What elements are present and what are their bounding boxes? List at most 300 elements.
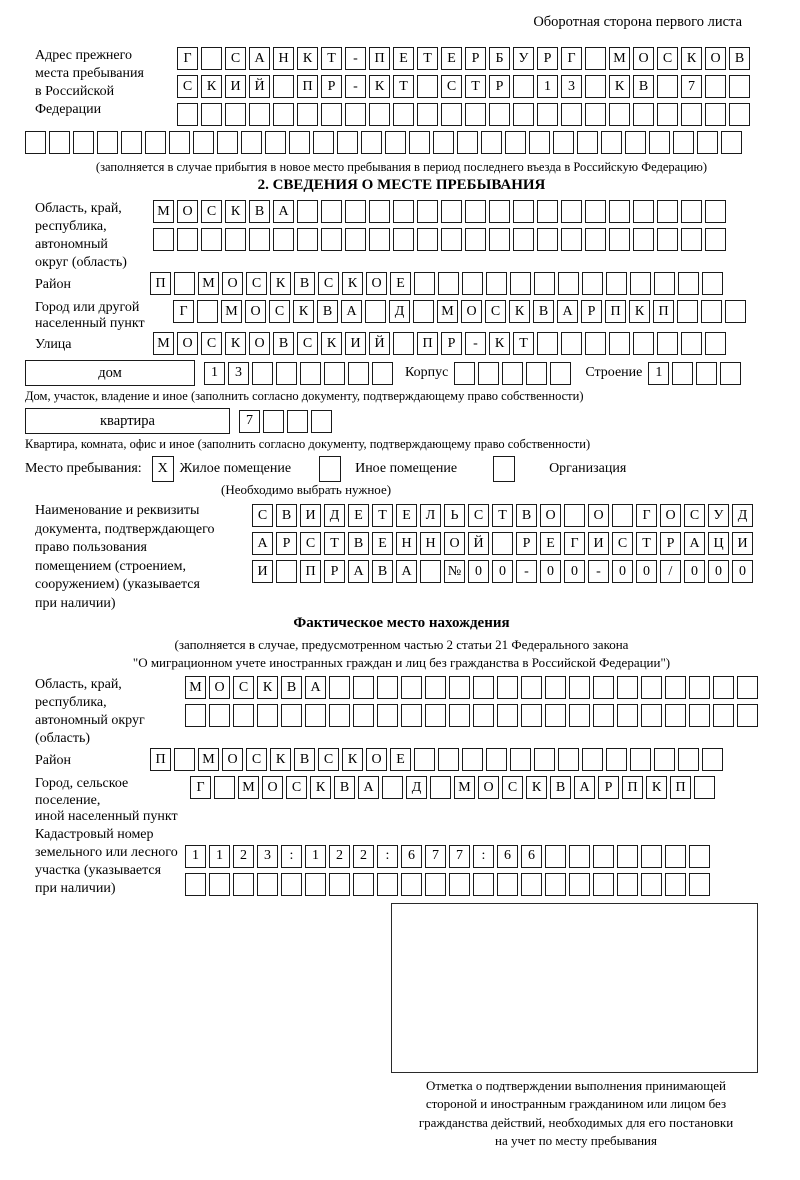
char-cell[interactable]: / (660, 560, 681, 583)
char-cell[interactable]: 0 (684, 560, 705, 583)
char-cell[interactable]: Н (396, 532, 417, 555)
char-cell[interactable]: П (369, 47, 390, 70)
char-cell[interactable] (486, 272, 507, 295)
char-cell[interactable] (521, 873, 542, 896)
char-cell[interactable]: Е (396, 504, 417, 527)
stroenie-row[interactable] (648, 362, 741, 385)
char-cell[interactable]: Р (465, 47, 486, 70)
char-cell[interactable] (174, 748, 195, 771)
char-cell[interactable] (438, 272, 459, 295)
char-cell[interactable] (665, 845, 686, 868)
char-cell[interactable]: О (540, 504, 561, 527)
char-cell[interactable] (569, 676, 590, 699)
char-cell[interactable] (510, 272, 531, 295)
apartment-type-box[interactable]: квартира (25, 408, 230, 434)
char-cell[interactable] (585, 228, 606, 251)
char-cell[interactable] (385, 131, 406, 154)
char-cell[interactable]: А (252, 532, 273, 555)
char-cell[interactable] (534, 272, 555, 295)
char-cell[interactable] (369, 103, 390, 126)
char-cell[interactable]: 3 (228, 362, 249, 385)
char-cell[interactable] (609, 200, 630, 223)
char-cell[interactable] (681, 200, 702, 223)
char-cell[interactable] (201, 47, 222, 70)
char-cell[interactable] (257, 873, 278, 896)
char-cell[interactable]: Д (324, 504, 345, 527)
char-cell[interactable] (425, 873, 446, 896)
char-cell[interactable] (145, 131, 166, 154)
char-cell[interactable] (561, 200, 582, 223)
char-cell[interactable]: М (185, 676, 206, 699)
char-cell[interactable] (481, 131, 502, 154)
char-cell[interactable] (630, 272, 651, 295)
char-cell[interactable] (510, 748, 531, 771)
char-cell[interactable]: К (526, 776, 547, 799)
char-cell[interactable] (169, 131, 190, 154)
char-cell[interactable]: О (245, 300, 266, 323)
char-cell[interactable] (252, 362, 273, 385)
char-cell[interactable]: 0 (468, 560, 489, 583)
char-cell[interactable] (657, 75, 678, 98)
char-cell[interactable] (441, 103, 462, 126)
char-cell[interactable]: В (550, 776, 571, 799)
char-cell[interactable]: К (310, 776, 331, 799)
char-cell[interactable] (263, 410, 284, 433)
char-cell[interactable] (705, 200, 726, 223)
char-cell[interactable]: С (485, 300, 506, 323)
char-cell[interactable] (377, 704, 398, 727)
char-cell[interactable] (617, 873, 638, 896)
char-cell[interactable]: К (646, 776, 667, 799)
char-cell[interactable]: Е (540, 532, 561, 555)
char-cell[interactable]: В (281, 676, 302, 699)
char-cell[interactable]: 6 (521, 845, 542, 868)
char-cell[interactable] (657, 332, 678, 355)
char-cell[interactable] (185, 704, 206, 727)
char-cell[interactable] (353, 873, 374, 896)
char-cell[interactable]: А (684, 532, 705, 555)
char-cell[interactable]: К (609, 75, 630, 98)
char-cell[interactable] (593, 873, 614, 896)
char-cell[interactable] (713, 676, 734, 699)
char-cell[interactable] (454, 362, 475, 385)
char-cell[interactable] (49, 131, 70, 154)
char-cell[interactable]: С (246, 748, 267, 771)
char-cell[interactable]: С (468, 504, 489, 527)
char-cell[interactable]: В (276, 504, 297, 527)
char-cell[interactable] (497, 704, 518, 727)
char-cell[interactable]: С (657, 47, 678, 70)
stay-type-checkbox-organization[interactable] (493, 456, 515, 482)
char-cell[interactable]: С (502, 776, 523, 799)
char-cell[interactable]: Т (417, 47, 438, 70)
char-cell[interactable] (609, 103, 630, 126)
char-cell[interactable] (569, 704, 590, 727)
prev-address-row-4[interactable] (25, 131, 778, 154)
prev-address-row-3[interactable] (177, 103, 750, 126)
char-cell[interactable]: Г (173, 300, 194, 323)
char-cell[interactable] (473, 704, 494, 727)
char-cell[interactable] (25, 131, 46, 154)
char-cell[interactable]: Й (249, 75, 270, 98)
char-cell[interactable]: : (473, 845, 494, 868)
char-cell[interactable]: 2 (353, 845, 374, 868)
char-cell[interactable] (689, 873, 710, 896)
char-cell[interactable] (465, 228, 486, 251)
char-cell[interactable]: К (225, 200, 246, 223)
char-cell[interactable]: В (317, 300, 338, 323)
char-cell[interactable]: Р (321, 75, 342, 98)
char-cell[interactable]: В (294, 272, 315, 295)
char-cell[interactable]: О (222, 748, 243, 771)
char-cell[interactable]: У (513, 47, 534, 70)
char-cell[interactable]: 2 (233, 845, 254, 868)
char-cell[interactable] (174, 272, 195, 295)
char-cell[interactable] (558, 748, 579, 771)
char-cell[interactable] (321, 200, 342, 223)
char-cell[interactable]: К (369, 75, 390, 98)
char-cell[interactable] (609, 332, 630, 355)
char-cell[interactable]: 1 (204, 362, 225, 385)
char-cell[interactable] (689, 676, 710, 699)
char-cell[interactable] (617, 704, 638, 727)
char-cell[interactable] (606, 272, 627, 295)
char-cell[interactable] (630, 748, 651, 771)
char-cell[interactable] (521, 704, 542, 727)
char-cell[interactable]: - (345, 47, 366, 70)
char-cell[interactable] (417, 75, 438, 98)
char-cell[interactable]: С (612, 532, 633, 555)
char-cell[interactable]: Р (660, 532, 681, 555)
char-cell[interactable]: Г (564, 532, 585, 555)
char-cell[interactable] (377, 676, 398, 699)
char-cell[interactable] (297, 103, 318, 126)
char-cell[interactable]: К (293, 300, 314, 323)
char-cell[interactable]: Е (441, 47, 462, 70)
char-cell[interactable] (585, 103, 606, 126)
char-cell[interactable] (564, 504, 585, 527)
char-cell[interactable] (705, 228, 726, 251)
char-cell[interactable] (353, 676, 374, 699)
char-cell[interactable]: : (281, 845, 302, 868)
house-type-box[interactable]: дом (25, 360, 195, 386)
char-cell[interactable]: М (221, 300, 242, 323)
char-cell[interactable] (321, 228, 342, 251)
char-cell[interactable]: Е (390, 748, 411, 771)
char-cell[interactable]: 0 (708, 560, 729, 583)
korpus-row[interactable] (454, 362, 571, 385)
char-cell[interactable] (177, 103, 198, 126)
char-cell[interactable]: В (633, 75, 654, 98)
char-cell[interactable]: И (225, 75, 246, 98)
char-cell[interactable]: О (249, 332, 270, 355)
char-cell[interactable] (593, 676, 614, 699)
char-cell[interactable] (697, 131, 718, 154)
char-cell[interactable] (449, 704, 470, 727)
char-cell[interactable] (665, 873, 686, 896)
char-cell[interactable] (273, 75, 294, 98)
char-cell[interactable]: К (342, 748, 363, 771)
char-cell[interactable] (537, 228, 558, 251)
house-number-row[interactable] (204, 362, 393, 385)
prev-address-row-1[interactable] (177, 47, 750, 70)
char-cell[interactable]: Т (492, 504, 513, 527)
char-cell[interactable]: И (345, 332, 366, 355)
char-cell[interactable]: Е (372, 532, 393, 555)
char-cell[interactable]: С (297, 332, 318, 355)
char-cell[interactable] (657, 103, 678, 126)
char-cell[interactable]: 0 (732, 560, 753, 583)
char-cell[interactable] (209, 704, 230, 727)
char-cell[interactable]: Т (465, 75, 486, 98)
char-cell[interactable]: 0 (564, 560, 585, 583)
char-cell[interactable]: № (444, 560, 465, 583)
char-cell[interactable] (705, 103, 726, 126)
char-cell[interactable] (289, 131, 310, 154)
char-cell[interactable]: Т (513, 332, 534, 355)
char-cell[interactable] (561, 332, 582, 355)
char-cell[interactable]: С (684, 504, 705, 527)
char-cell[interactable] (654, 748, 675, 771)
char-cell[interactable]: В (249, 200, 270, 223)
char-cell[interactable]: В (273, 332, 294, 355)
char-cell[interactable] (414, 272, 435, 295)
char-cell[interactable] (273, 103, 294, 126)
char-cell[interactable]: Р (276, 532, 297, 555)
char-cell[interactable]: : (377, 845, 398, 868)
char-cell[interactable]: О (209, 676, 230, 699)
char-cell[interactable]: Ь (444, 504, 465, 527)
char-cell[interactable]: 1 (648, 362, 669, 385)
char-cell[interactable]: П (605, 300, 626, 323)
char-cell[interactable]: К (270, 272, 291, 295)
char-cell[interactable] (633, 103, 654, 126)
char-cell[interactable] (617, 676, 638, 699)
char-cell[interactable]: П (670, 776, 691, 799)
char-cell[interactable] (582, 748, 603, 771)
char-cell[interactable]: 0 (540, 560, 561, 583)
char-cell[interactable] (478, 362, 499, 385)
char-cell[interactable] (249, 228, 270, 251)
char-cell[interactable]: О (660, 504, 681, 527)
char-cell[interactable] (281, 873, 302, 896)
char-cell[interactable]: П (417, 332, 438, 355)
char-cell[interactable]: А (557, 300, 578, 323)
char-cell[interactable] (297, 228, 318, 251)
char-cell[interactable] (657, 200, 678, 223)
char-cell[interactable]: М (437, 300, 458, 323)
char-cell[interactable]: К (681, 47, 702, 70)
char-cell[interactable] (737, 704, 758, 727)
char-cell[interactable]: П (653, 300, 674, 323)
char-cell[interactable] (225, 103, 246, 126)
char-cell[interactable]: О (633, 47, 654, 70)
char-cell[interactable]: О (705, 47, 726, 70)
char-cell[interactable] (305, 873, 326, 896)
char-cell[interactable]: А (341, 300, 362, 323)
char-cell[interactable] (97, 131, 118, 154)
char-cell[interactable]: Й (468, 532, 489, 555)
char-cell[interactable]: С (201, 200, 222, 223)
char-cell[interactable] (673, 131, 694, 154)
char-cell[interactable] (489, 200, 510, 223)
char-cell[interactable]: 7 (239, 410, 260, 433)
char-cell[interactable] (420, 560, 441, 583)
char-cell[interactable] (585, 75, 606, 98)
char-cell[interactable] (329, 873, 350, 896)
char-cell[interactable]: М (238, 776, 259, 799)
char-cell[interactable] (393, 200, 414, 223)
char-cell[interactable] (201, 228, 222, 251)
char-cell[interactable]: Г (190, 776, 211, 799)
char-cell[interactable]: А (396, 560, 417, 583)
char-cell[interactable]: М (153, 200, 174, 223)
char-cell[interactable] (185, 873, 206, 896)
char-cell[interactable]: А (273, 200, 294, 223)
char-cell[interactable]: Ц (708, 532, 729, 555)
char-cell[interactable] (465, 103, 486, 126)
char-cell[interactable]: Р (324, 560, 345, 583)
char-cell[interactable] (409, 131, 430, 154)
char-cell[interactable]: Р (598, 776, 619, 799)
char-cell[interactable]: С (233, 676, 254, 699)
cadastral-row-1[interactable] (185, 845, 710, 868)
char-cell[interactable] (417, 228, 438, 251)
char-cell[interactable] (553, 131, 574, 154)
char-cell[interactable]: 6 (497, 845, 518, 868)
char-cell[interactable]: П (150, 748, 171, 771)
prev-address-row-2[interactable] (177, 75, 750, 98)
char-cell[interactable]: О (177, 200, 198, 223)
char-cell[interactable]: У (708, 504, 729, 527)
char-cell[interactable]: О (478, 776, 499, 799)
char-cell[interactable] (233, 704, 254, 727)
char-cell[interactable]: 1 (537, 75, 558, 98)
char-cell[interactable] (593, 845, 614, 868)
char-cell[interactable]: 0 (492, 560, 513, 583)
char-cell[interactable]: Е (348, 504, 369, 527)
cadastral-row-2[interactable] (185, 873, 710, 896)
char-cell[interactable] (73, 131, 94, 154)
char-cell[interactable] (665, 704, 686, 727)
char-cell[interactable] (537, 332, 558, 355)
char-cell[interactable] (361, 131, 382, 154)
char-cell[interactable] (393, 228, 414, 251)
char-cell[interactable]: В (516, 504, 537, 527)
char-cell[interactable]: 1 (209, 845, 230, 868)
char-cell[interactable]: Г (561, 47, 582, 70)
char-cell[interactable] (513, 200, 534, 223)
char-cell[interactable] (529, 131, 550, 154)
char-cell[interactable]: П (150, 272, 171, 295)
char-cell[interactable]: О (588, 504, 609, 527)
char-cell[interactable] (225, 228, 246, 251)
char-cell[interactable]: 7 (681, 75, 702, 98)
char-cell[interactable]: Т (372, 504, 393, 527)
char-cell[interactable] (702, 748, 723, 771)
char-cell[interactable] (545, 845, 566, 868)
char-cell[interactable] (641, 845, 662, 868)
char-cell[interactable] (382, 776, 403, 799)
char-cell[interactable]: П (297, 75, 318, 98)
char-cell[interactable] (449, 676, 470, 699)
char-cell[interactable]: Т (321, 47, 342, 70)
char-cell[interactable] (217, 131, 238, 154)
char-cell[interactable]: Н (420, 532, 441, 555)
char-cell[interactable] (561, 103, 582, 126)
char-cell[interactable] (606, 748, 627, 771)
char-cell[interactable] (681, 228, 702, 251)
char-cell[interactable]: М (454, 776, 475, 799)
char-cell[interactable] (649, 131, 670, 154)
stay-type-checkbox-residential[interactable]: X (152, 456, 174, 482)
char-cell[interactable]: Д (389, 300, 410, 323)
street-row[interactable] (153, 332, 726, 355)
char-cell[interactable]: М (153, 332, 174, 355)
char-cell[interactable] (462, 272, 483, 295)
char-cell[interactable]: К (489, 332, 510, 355)
char-cell[interactable]: С (225, 47, 246, 70)
char-cell[interactable] (720, 362, 741, 385)
char-cell[interactable] (489, 103, 510, 126)
char-cell[interactable] (492, 532, 513, 555)
char-cell[interactable] (441, 200, 462, 223)
region-row-2[interactable] (153, 228, 726, 251)
char-cell[interactable]: В (348, 532, 369, 555)
char-cell[interactable]: - (345, 75, 366, 98)
char-cell[interactable] (305, 704, 326, 727)
char-cell[interactable]: К (270, 748, 291, 771)
char-cell[interactable] (696, 362, 717, 385)
char-cell[interactable]: В (294, 748, 315, 771)
char-cell[interactable] (473, 873, 494, 896)
char-cell[interactable]: Д (732, 504, 753, 527)
char-cell[interactable] (401, 873, 422, 896)
char-cell[interactable]: А (574, 776, 595, 799)
char-cell[interactable] (214, 776, 235, 799)
actual-district-row[interactable] (150, 748, 723, 771)
char-cell[interactable] (545, 704, 566, 727)
char-cell[interactable]: Н (273, 47, 294, 70)
char-cell[interactable] (345, 228, 366, 251)
char-cell[interactable] (558, 272, 579, 295)
char-cell[interactable] (121, 131, 142, 154)
char-cell[interactable] (489, 228, 510, 251)
char-cell[interactable]: 0 (612, 560, 633, 583)
char-cell[interactable] (497, 873, 518, 896)
apartment-number-row[interactable] (239, 410, 332, 433)
char-cell[interactable] (433, 131, 454, 154)
char-cell[interactable] (438, 748, 459, 771)
char-cell[interactable]: А (249, 47, 270, 70)
char-cell[interactable] (537, 200, 558, 223)
char-cell[interactable]: В (533, 300, 554, 323)
char-cell[interactable] (369, 200, 390, 223)
char-cell[interactable]: В (729, 47, 750, 70)
char-cell[interactable] (681, 332, 702, 355)
char-cell[interactable] (641, 676, 662, 699)
char-cell[interactable]: К (509, 300, 530, 323)
char-cell[interactable]: 6 (401, 845, 422, 868)
char-cell[interactable]: Р (516, 532, 537, 555)
char-cell[interactable]: И (588, 532, 609, 555)
char-cell[interactable] (462, 748, 483, 771)
char-cell[interactable] (430, 776, 451, 799)
char-cell[interactable] (713, 704, 734, 727)
char-cell[interactable] (701, 300, 722, 323)
char-cell[interactable] (241, 131, 262, 154)
char-cell[interactable]: О (444, 532, 465, 555)
